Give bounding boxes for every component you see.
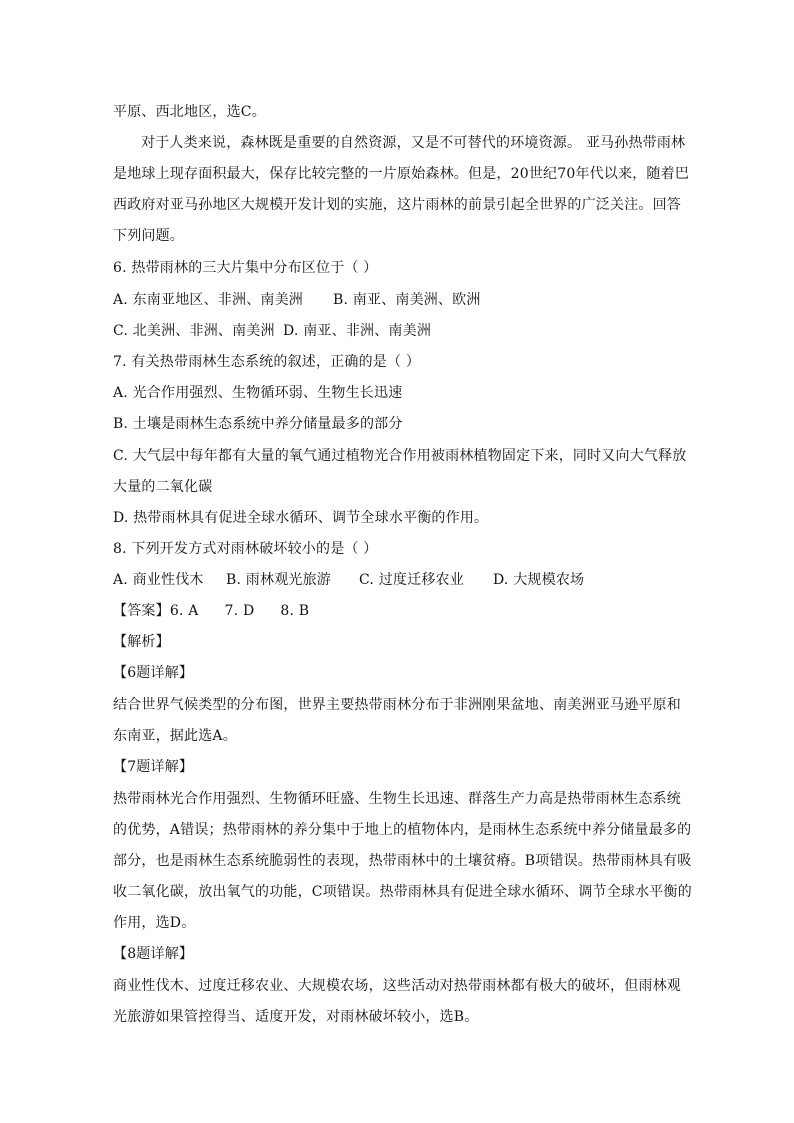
passage-line: 对于人类来说，森林既是重要的自然资源，又是不可替代的环境资源。 亚马孙热带雨林 [141,135,686,151]
analysis-heading: 【解析】 [113,634,170,650]
explanation-8-heading: 【8题详解】 [113,946,194,962]
question-6-options-row2 [113,321,683,341]
explanation-line: 的优势，A错误；热带雨林的养分集中于地上的植物体内，是雨林生态系统中养分储量最多的 [113,822,692,838]
option-6a: A. 东南亚地区、非洲、南美洲 [113,292,304,308]
explanation-7-heading: 【7题详解】 [113,759,194,775]
option-7d: D. 热带雨林具有促进全球水循环、调节全球水平衡的作用。 [113,510,489,526]
question-8: 8. 下列开发方式对雨林破坏较小的是（ ） [113,541,378,557]
answer-6: 6. A [169,603,199,619]
option-7a: A. 光合作用强烈、生物循环弱、生物生长迅速 [113,385,403,401]
option-8d: D. 大规模农场 [493,572,585,588]
text-line: 平原、西北地区，选C。 [113,104,266,120]
passage-line: 西政府对亚马孙地区大规模开发计划的实施，这片雨林的前景引起全世界的广泛关注。回答 [113,197,681,213]
answer-7: 7. D [224,603,255,619]
option-8b: B. 雨林观光旅游 [226,572,331,588]
explanation-line: 部分，也是雨林生态系统脆弱性的表现，热带雨林中的土壤贫瘠。B项错误。热带雨林具有吸 [113,853,692,869]
answer-8: 8. B [280,603,310,619]
explanation-line: 热带雨林光合作用强烈、生物循环旺盛、生物生长迅速、群落生产力高是热带雨林生态系统 [113,791,681,807]
option-6b: B. 南亚、南美洲、欧洲 [333,292,481,308]
explanation-line: 结合世界气候类型的分布图，世界主要热带雨林分布于非洲刚果盆地、南美洲亚马逊平原和 [113,697,681,713]
explanation-line: 光旅游如果管控得当、适度开发，对雨林破坏较小，选B。 [113,1009,479,1025]
option-8a: A. 商业性伐木 [113,572,204,588]
option-7c-continued: 大量的二氧化碳 [113,479,213,495]
option-6c: C. 北美洲、非洲、南美洲 [113,323,275,339]
explanation-line: 作用，选D。 [113,915,196,931]
option-7c: C. 大气层中每年都有大量的氧气通过植物光合作用被雨林植物固定下来，同时又向大气释放 [113,448,687,464]
question-6-options-row1 [113,290,683,310]
option-8c: C. 过度迁移农业 [359,572,464,588]
answer-line [113,601,683,621]
question-8-options [113,570,683,590]
passage-line: 下列问题。 [113,228,184,244]
option-7b: B. 土壤是雨林生态系统中养分储量最多的部分 [113,416,403,432]
explanation-line: 商业性伐木、过度迁移农业、大规模农场，这些活动对热带雨林都有极大的破坏，但雨林观 [113,978,681,994]
explanation-6-heading: 【6题详解】 [113,665,194,681]
question-6: 6. 热带雨林的三大片集中分布区位于（ ） [113,260,378,276]
option-6d: D. 南亚、非洲、南美洲 [283,323,432,339]
passage-line: 是地球上现存面积最大，保存比较完整的一片原始森林。但是，20世纪70年代以来，随着巴 [113,166,690,182]
explanation-line: 收二氧化碳，放出氧气的功能，C项错误。热带雨林具有促进全球水循环、调节全球水平衡的 [113,884,692,900]
explanation-line: 东南亚，据此选A。 [113,728,237,744]
answer-heading: 【答案】 [113,603,170,619]
question-7: 7. 有关热带雨林生态系统的叙述，正确的是（ ） [113,354,421,370]
